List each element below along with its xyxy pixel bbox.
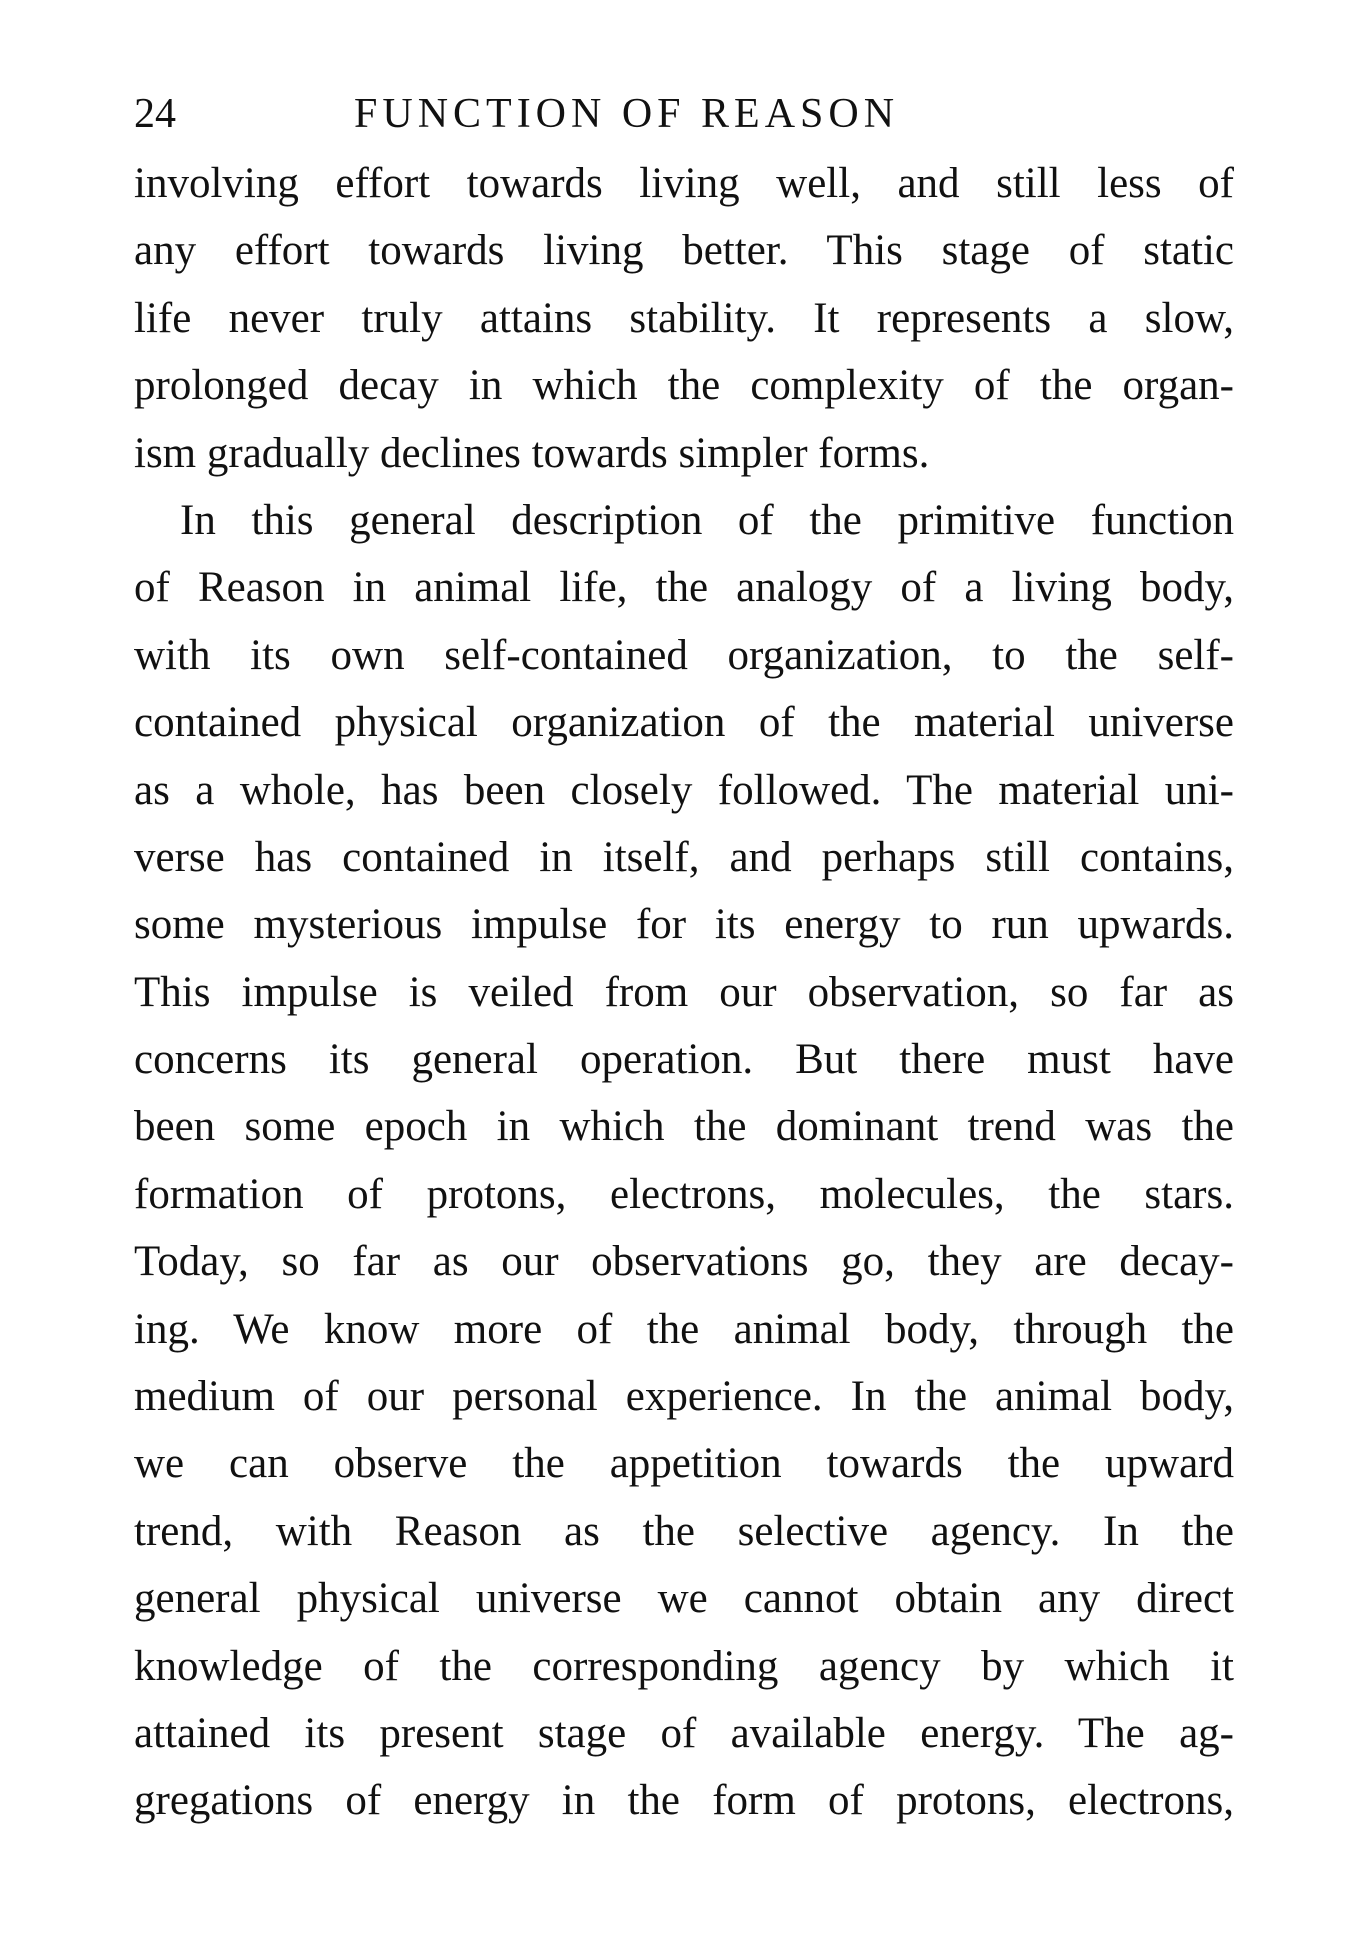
- text-line: verse has contained in itself, and perhaps still contains,: [134, 833, 1234, 881]
- text-line: concerns its general operation. But there must have: [134, 1036, 1234, 1084]
- text-line: medium of our personal experience. In the animal body,: [134, 1373, 1234, 1421]
- text-line: of Reason in animal life, the analogy of a living body,: [134, 564, 1234, 612]
- text-line: ing. We know more of the animal body, through the: [134, 1305, 1234, 1353]
- text-line: trend, with Reason as the selective agency. In the: [134, 1507, 1234, 1555]
- text-line: ism gradually declines towards simpler forms.: [134, 429, 930, 477]
- text-line: knowledge of the corresponding agency by which it: [134, 1642, 1234, 1690]
- text-line: with its own self-contained organization, to the self-: [134, 631, 1234, 679]
- text-line: as a whole, has been closely followed. The material uni-: [134, 766, 1234, 814]
- text-line: contained physical organization of the material universe: [134, 699, 1234, 747]
- text-line: gregations of energy in the form of protons, electrons,: [134, 1777, 1234, 1825]
- running-title: FUNCTION OF REASON: [354, 91, 900, 137]
- page-number: 24: [134, 91, 176, 137]
- running-head: [134, 84, 1234, 144]
- text-line: we can observe the appetition towards the upward: [134, 1440, 1234, 1488]
- text-line: In this general description of the primitive function: [180, 496, 1234, 544]
- text-line: formation of protons, electrons, molecules, the stars.: [134, 1170, 1234, 1218]
- text-line: life never truly attains stability. It represents a slow,: [134, 294, 1234, 342]
- body-text: [134, 150, 1234, 1835]
- text-line: general physical universe we cannot obtain any direct: [134, 1575, 1234, 1623]
- text-line: This impulse is veiled from our observation, so far as: [134, 968, 1234, 1016]
- text-line: prolonged decay in which the complexity of the organ-: [134, 362, 1234, 410]
- text-line: attained its present stage of available energy. The ag-: [134, 1709, 1234, 1757]
- text-line: some mysterious impulse for its energy to run upwards.: [134, 901, 1234, 949]
- text-line: involving effort towards living well, and still less of: [134, 160, 1234, 207]
- text-line: been some epoch in which the dominant trend was the: [134, 1103, 1234, 1151]
- text-line: any effort towards living better. This stage of static: [134, 227, 1234, 275]
- text-line: Today, so far as our observations go, they are decay-: [134, 1238, 1234, 1286]
